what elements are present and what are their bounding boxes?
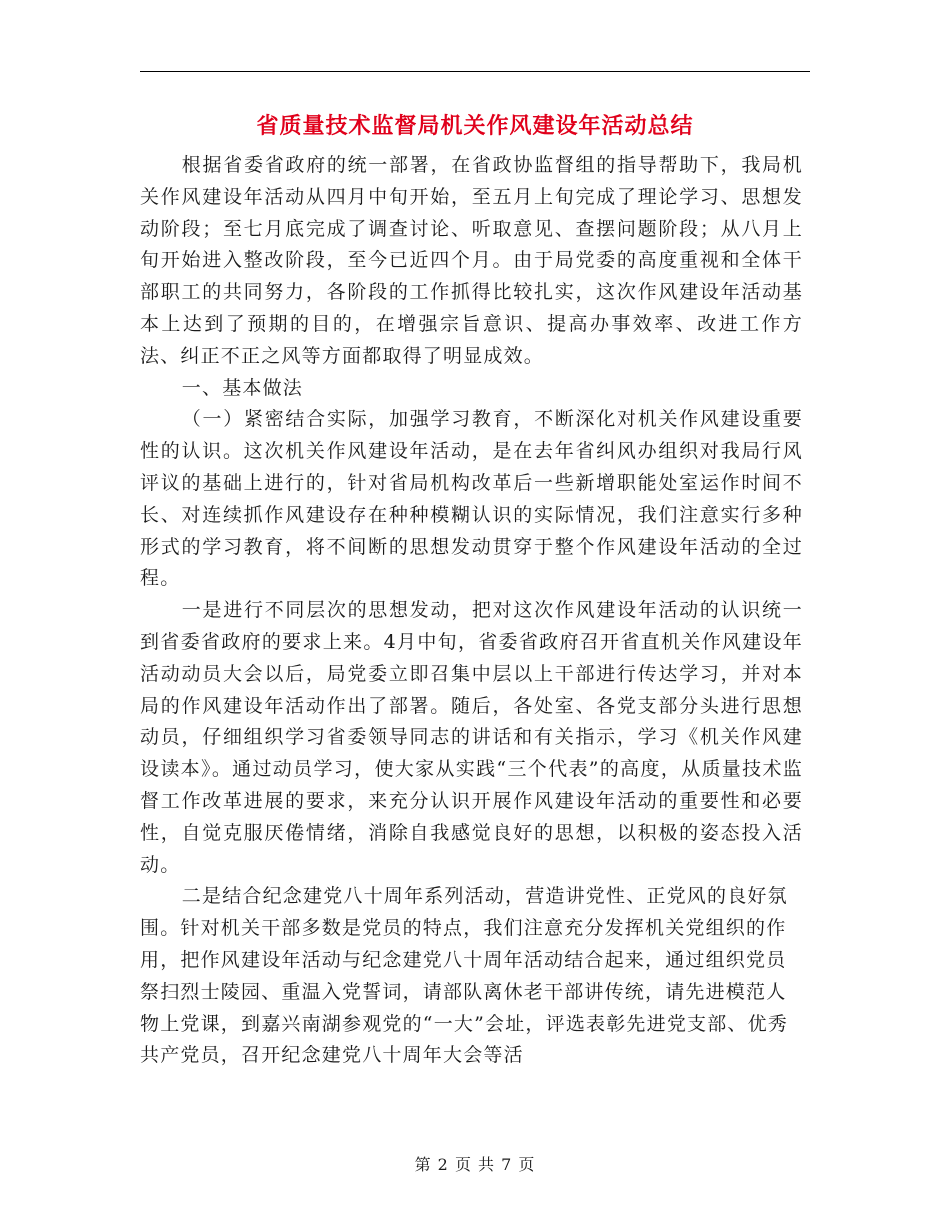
paragraph-party-anniversary: 二是结合纪念建党八十周年系列活动，营造讲党性、正党风的良好氛围。针对机关干部多数是党员的特点，我们注意充分发挥机关党组织的作用，把作风建设年活动与纪念建党八十周年活动结合起来，通过组织党员祭扫烈士陵园、重温入党誓词，请部队离休老干部讲传统，请先进模范人物上党课，到嘉兴南湖参观党的“一大”会址，评选表彰先进党支部、优秀共产党员，召开纪念建党八十周年大会等活: [140, 885, 789, 1067]
header-rule: [140, 71, 810, 72]
document-title: 省质量技术监督局机关作风建设年活动总结: [256, 113, 694, 139]
paragraph-intro: 根据省委省政府的统一部署，在省政协监督组的指导帮助下，我局机关作风建设年活动从四月中旬开始，至五月上旬完成了理论学习、思想发动阶段；至七月底完成了调查讨论、听取意见、查摆问题阶段；从八月上旬开始进入整改阶段，至今已近四个月。由于局党委的高度重视和全体干部职工的共同努力，各阶段的工作抓得比较扎实，这次作风建设年活动基本上达到了预期的目的，在增强宗旨意识、提高办事效率、改进工作方法、纠正不正之风等方面都取得了明显成效。: [140, 154, 803, 367]
document-body: [140, 150, 803, 1072]
section-heading-basic-methods: 一、基本做法: [181, 376, 303, 399]
paragraph-mobilization: 一是进行不同层次的思想发动，把对这次作风建设年活动的认识统一到省委省政府的要求上来。4月中旬，省委省政府召开省直机关作风建设年活动动员大会以后，局党委立即召集中层以上干部进行传达学习，并对本局的作风建设年活动作出了部署。随后，各处室、各党支部分头进行思想动员，仔细组织学习省委领导同志的讲话和有关指示，学习《机关作风建设读本》。通过动员学习，使大家从实践“三个代表”的高度，从质量技术监督工作改革进展的要求，来充分认识开展作风建设年活动的重要性和必要性，自觉克服厌倦情绪，消除自我感觉良好的思想，以积极的姿态投入活动。: [140, 599, 803, 876]
paragraph-study-education: （一）紧密结合实际，加强学习教育，不断深化对机关作风建设重要性的认识。这次机关作风建设年活动，是在去年省纠风办组织对我局行风评议的基础上进行的，针对省局机构改革后一些新增职能处室运作时间不长、对连续抓作风建设存在种种模糊认识的实际情况，我们注意实行多种形式的学习教育，将不间断的思想发动贯穿于整个作风建设年活动的全过程。: [140, 408, 803, 590]
page-number-footer: 第 2 页 共 7 页: [414, 1155, 536, 1174]
